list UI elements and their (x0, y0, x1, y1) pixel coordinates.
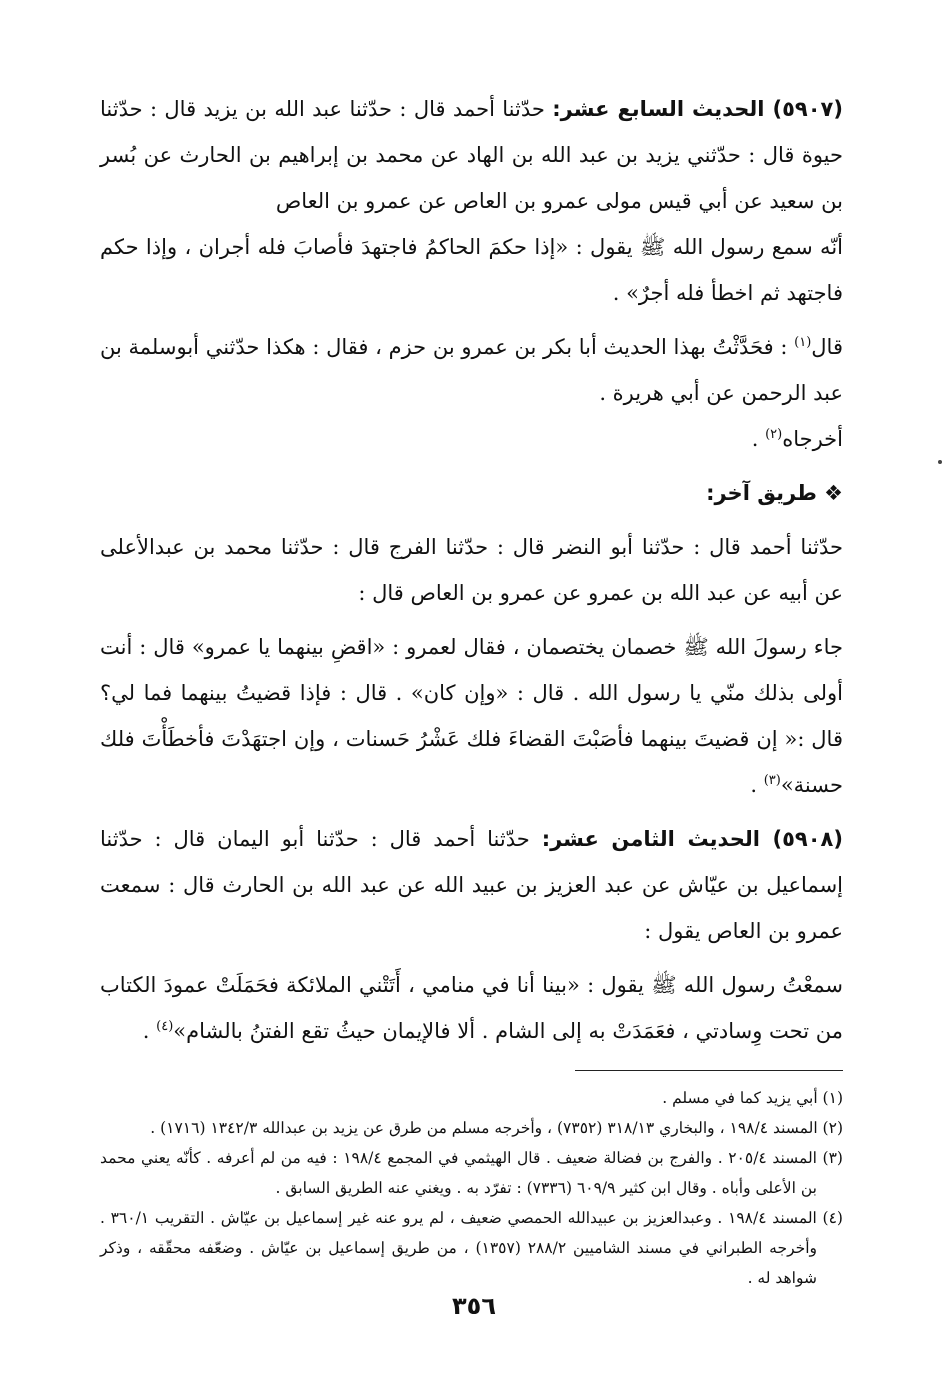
hadith-18-isnad-paragraph (100, 816, 843, 954)
alt-route-matn-paragraph (100, 624, 843, 808)
footnote-ref-4[interactable]: (٤) (156, 1019, 174, 1034)
hadith-17-isnad-paragraph (100, 86, 843, 224)
footnotes (100, 1083, 843, 1293)
page-number: ٣٥٦ (452, 1292, 496, 1320)
hadith-17-takhrij-end: . (751, 427, 759, 451)
footnote-4: (٤) المسند ١٩٨/٤ . وعبدالعزيز بن عبيدالله الحمصي ضعيف ، لم يرو عنه غير إسماعيل بن عيّاش . التقريب ٣٦٠/١ . وأخرجه الطبراني في مسند الشاميين ٢٨٨/٢ (١٣٥٧) ، من طريق إسماعيل بن عيّاش . وضعّفه محقّقه ، وذكر شواهد له . (100, 1209, 843, 1287)
hadith-17-isnad: حدّثنا أحمد قال : حدّثنا عبد الله بن يزيد قال : حدّثنا حيوة قال : حدّثني يزيد بن عبد الله بن الهاد عن محمد بن إبراهيم بن الحارث عن بُسر بن سعيد عن أبي قيس مولى عمرو بن العاص عن عمرو بن العاص (100, 97, 843, 213)
alt-route-heading: ❖ طريق آخر: (706, 481, 843, 505)
footnote-separator (575, 1070, 843, 1071)
footnote-3: (٣) المسند ٢٠٥/٤ . والفرج بن فضالة ضعيف . قال الهيثمي في المجمع ١٩٨/٤ : فيه من لم أعرفه . كأنّه يعني محمد بن الأعلى وأباه . وقال ابن كثير ٦٠٩/٩ (٧٣٣٦) : تفرّد به . ويغني عنه الطريق السابق . (100, 1149, 843, 1197)
hadith-17-heading: (٥٩٠٧) الحديث السابع عشر: (552, 97, 843, 121)
footnote-1: (١) أبي يزيد كما في مسلم . (662, 1089, 843, 1107)
hadith-17-takhrij: أخرجاه (782, 427, 843, 451)
hadith-18-matn-end: . (142, 1019, 150, 1043)
footnote-ref-3[interactable]: (٣) (763, 773, 781, 788)
alt-route-isnad: حدّثنا أحمد قال : حدّثنا أبو النضر قال : حدّثنا الفرج قال : حدّثنا محمد بن عبدالأعلى عن أبيه عن عبد الله بن عمرو عن عمرو بن العاص قال : (100, 535, 843, 605)
alt-route-isnad-paragraph (100, 524, 843, 616)
main-text (100, 86, 843, 1054)
hadith-17-matn-paragraph (100, 224, 843, 316)
hadith-17-qala: قال (811, 335, 843, 359)
hadith-17-takhrij-paragraph (100, 416, 843, 462)
hadith-18-matn: سمعْتُ رسول الله ﷺ يقول : «بينا أنا في منامي ، أَتَتْني الملائكة فحَمَلَتْ عمودَ الكتاب من تحت وِسادتي ، فعَمَدَتْ به إلى الشام . ألا فالإيمان حيثُ تقع الفتنُ بالشام» (100, 973, 843, 1043)
scan-speck (938, 460, 942, 464)
hadith-17-matn: أنّه سمع رسول الله ﷺ يقول : «إذا حكمَ الحاكمُ فاجتهدَ فأصابَ فله أجران ، وإذا حكم فاجتهد ثم اخطأ فله أجرٌ» . (100, 235, 843, 305)
footnote-2: (٢) المسند ١٩٨/٤ ، والبخاري ٣١٨/١٣ (٧٣٥٢) ، وأخرجه مسلم من طرق عن يزيد بن عبدالله ١٣٤٢/٣ (١٧١٦) . (150, 1119, 843, 1137)
hadith-18-isnad: حدّثنا أحمد قال : حدّثنا أبو اليمان قال : حدّثنا إسماعيل بن عيّاش عن عبد العزيز بن عبيد الله عن عبد الله بن الحارث قال : سمعت عمرو بن العاص يقول : (100, 827, 843, 943)
hadith-18-heading: (٥٩٠٨) الحديث الثامن عشر: (541, 827, 843, 851)
alt-route-matn-end: . (750, 773, 757, 797)
hadith-17-report: : فحَدَّثْتُ بهذا الحديث أبا بكر بن عمرو بن حزم ، فقال : هكذا حدّثني أبوسلمة بن عبد الرحمن عن أبي هريرة . (100, 335, 843, 405)
footnote-ref-1[interactable]: (١) (794, 335, 812, 350)
footnote-ref-2[interactable]: (٢) (765, 427, 783, 442)
hadith-17-report-paragraph (100, 324, 843, 416)
book-page (100, 86, 843, 1316)
hadith-18-matn-paragraph (100, 962, 843, 1054)
alt-route-matn: جاء رسولَ الله ﷺ خصمان يختصمان ، فقال لعمرو : «اقضِ بينهما يا عمرو» قال : أنت أولى بذلك منّي يا رسول الله . قال : «وإن كان» . قال : فإذا قضيتُ بينهما فما لي؟ قال :« إن قضيتَ بينهما فأصَبْتَ القضاءَ فلك عَشْرُ حَسنات ، وإن اجتهَدْتَ فأخطَأْتَ فلك حسنة» (100, 635, 843, 797)
